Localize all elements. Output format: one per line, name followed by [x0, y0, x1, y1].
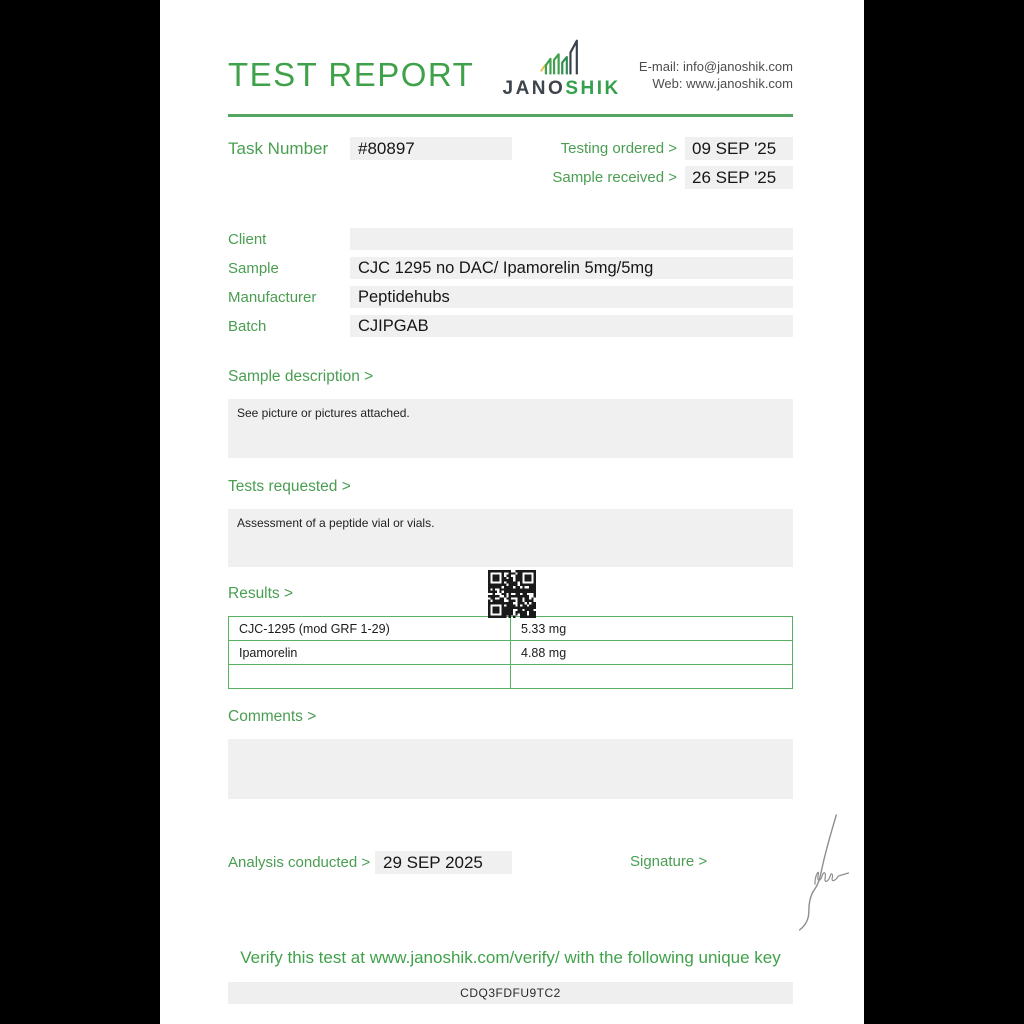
- manufacturer-row: [228, 286, 793, 308]
- signature-label: Signature >: [630, 853, 708, 870]
- contact-info: [639, 58, 793, 92]
- sample-info-section: [228, 228, 793, 337]
- verify-text: Verify this test at www.janoshik.com/verify/ with the following unique key: [240, 948, 781, 967]
- logo-wordmark: [503, 79, 621, 98]
- task-number-value: #80897: [350, 137, 512, 160]
- chart-bars-logo-icon: [535, 38, 588, 78]
- report-header: [228, 38, 793, 102]
- signature-scribble: [780, 811, 858, 933]
- contact-email: E-mail: info@janoshik.com: [638, 59, 793, 74]
- value-cell: 5.33 mg: [511, 617, 793, 641]
- analysis-date: 29 SEP 2025: [375, 851, 512, 874]
- comments-heading: Comments >: [228, 708, 317, 725]
- sample-label: Sample: [228, 259, 279, 277]
- report-page: [160, 0, 864, 1024]
- sample-description-heading: Sample description >: [228, 368, 374, 385]
- tests-requested-box: Assessment of a peptide vial or vials.: [228, 509, 793, 567]
- testing-ordered-date: 09 SEP '25: [685, 137, 793, 160]
- client-value: [350, 228, 793, 250]
- client-label: Client: [228, 230, 267, 248]
- sample-received-label: Sample received >: [552, 169, 677, 186]
- batch-row: [228, 315, 793, 337]
- janoshik-logo: [503, 38, 621, 98]
- batch-value: CJIPGAB: [350, 315, 793, 337]
- table-row: [229, 665, 793, 689]
- testing-ordered-row: [552, 137, 793, 160]
- logo-shik: SHIK: [565, 78, 621, 99]
- task-number-group: [228, 137, 512, 160]
- analyte-cell: CJC-1295 (mod GRF 1-29): [229, 617, 511, 641]
- verify-key-box: CDQ3FDFU9TC2: [228, 982, 793, 1004]
- comments-box: [228, 739, 793, 799]
- testing-ordered-label: Testing ordered >: [560, 140, 677, 157]
- results-heading: Results >: [228, 585, 294, 602]
- logo-jano: JANO: [502, 78, 566, 99]
- sample-received-row: [552, 166, 793, 189]
- task-row: [228, 137, 793, 189]
- tests-requested-heading: Tests requested >: [228, 478, 351, 495]
- analysis-conducted-label: Analysis conducted >: [228, 854, 371, 871]
- results-table: [228, 616, 793, 689]
- qr-code: [488, 570, 536, 618]
- sample-value: CJC 1295 no DAC/ Ipamorelin 5mg/5mg: [350, 257, 793, 279]
- manufacturer-label: Manufacturer: [228, 288, 317, 306]
- dates-group: [552, 137, 793, 189]
- analyte-cell: Ipamorelin: [229, 641, 511, 665]
- task-number-label: Task Number: [228, 138, 329, 158]
- sample-description-box: See picture or pictures attached.: [228, 399, 793, 458]
- analyte-cell: [229, 665, 511, 689]
- client-row: [228, 228, 793, 250]
- table-row: [229, 617, 793, 641]
- sample-received-date: 26 SEP '25: [685, 166, 793, 189]
- manufacturer-value: Peptidehubs: [350, 286, 793, 308]
- sample-row: [228, 257, 793, 279]
- header-divider: [228, 114, 793, 117]
- contact-web: Web: www.janoshik.com: [652, 76, 793, 92]
- batch-label: Batch: [228, 317, 267, 335]
- value-cell: 4.88 mg: [511, 641, 793, 665]
- analysis-row: [228, 851, 793, 874]
- value-cell: [511, 665, 793, 689]
- table-row: [229, 641, 793, 665]
- page-title: TEST REPORT: [228, 56, 475, 93]
